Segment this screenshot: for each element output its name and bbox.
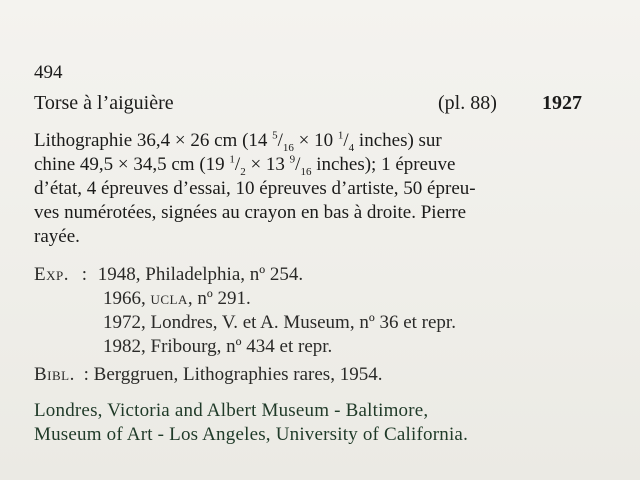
exhibition-item: 1948, Philadelphia, nº 254. [97,264,304,285]
bibliography-label: Bibl. [34,364,75,385]
entry-number: 494 [34,62,63,83]
description-line-1: Lithographie 36,4 × 26 cm (14 $^5/_{16} \times 10$ $^1/_4$ inches) sur [34,129,442,154]
bibliography-text: : Berggruen, Lithographies rares, 1954. [83,364,383,385]
exhibitions-line-2: 1966, ucla, nº 291. [103,288,251,309]
entry-year: 1927 [542,92,582,114]
collections-line-1: Londres, Victoria and Albert Museum - Baltimore, [34,400,429,421]
plate-reference: (pl. 88) [438,92,497,114]
description-line-5: rayée. [34,226,80,247]
exhibitions-colon: : [81,264,88,285]
collections-line-2: Museum of Art - Los Angeles, University of California. [34,424,469,445]
description-line-2: chine 49,5 × 34,5 cm (19 $^1/_2 \times 13$ $^9/_{16}$ inches); 1 épreuve [34,153,456,178]
exhibitions-line-1 [34,264,303,286]
bibliography-line [34,364,382,386]
description-line-4: ves numérotées, signées au crayon en bas à droite. Pierre [34,202,467,223]
entry-title: Torse à l’aiguière [34,92,174,114]
exhibitions-line-3: 1972, Londres, V. et A. Museum, nº 36 et repr. [103,312,456,333]
exhibitions-label: Exp. [34,264,69,285]
title-row [34,92,590,115]
description-line-3: d’état, 4 épreuves d’essai, 10 épreuves d’artiste, 50 épreu- [34,178,476,199]
exhibitions-line-4: 1982, Fribourg, nº 434 et repr. [103,336,333,357]
